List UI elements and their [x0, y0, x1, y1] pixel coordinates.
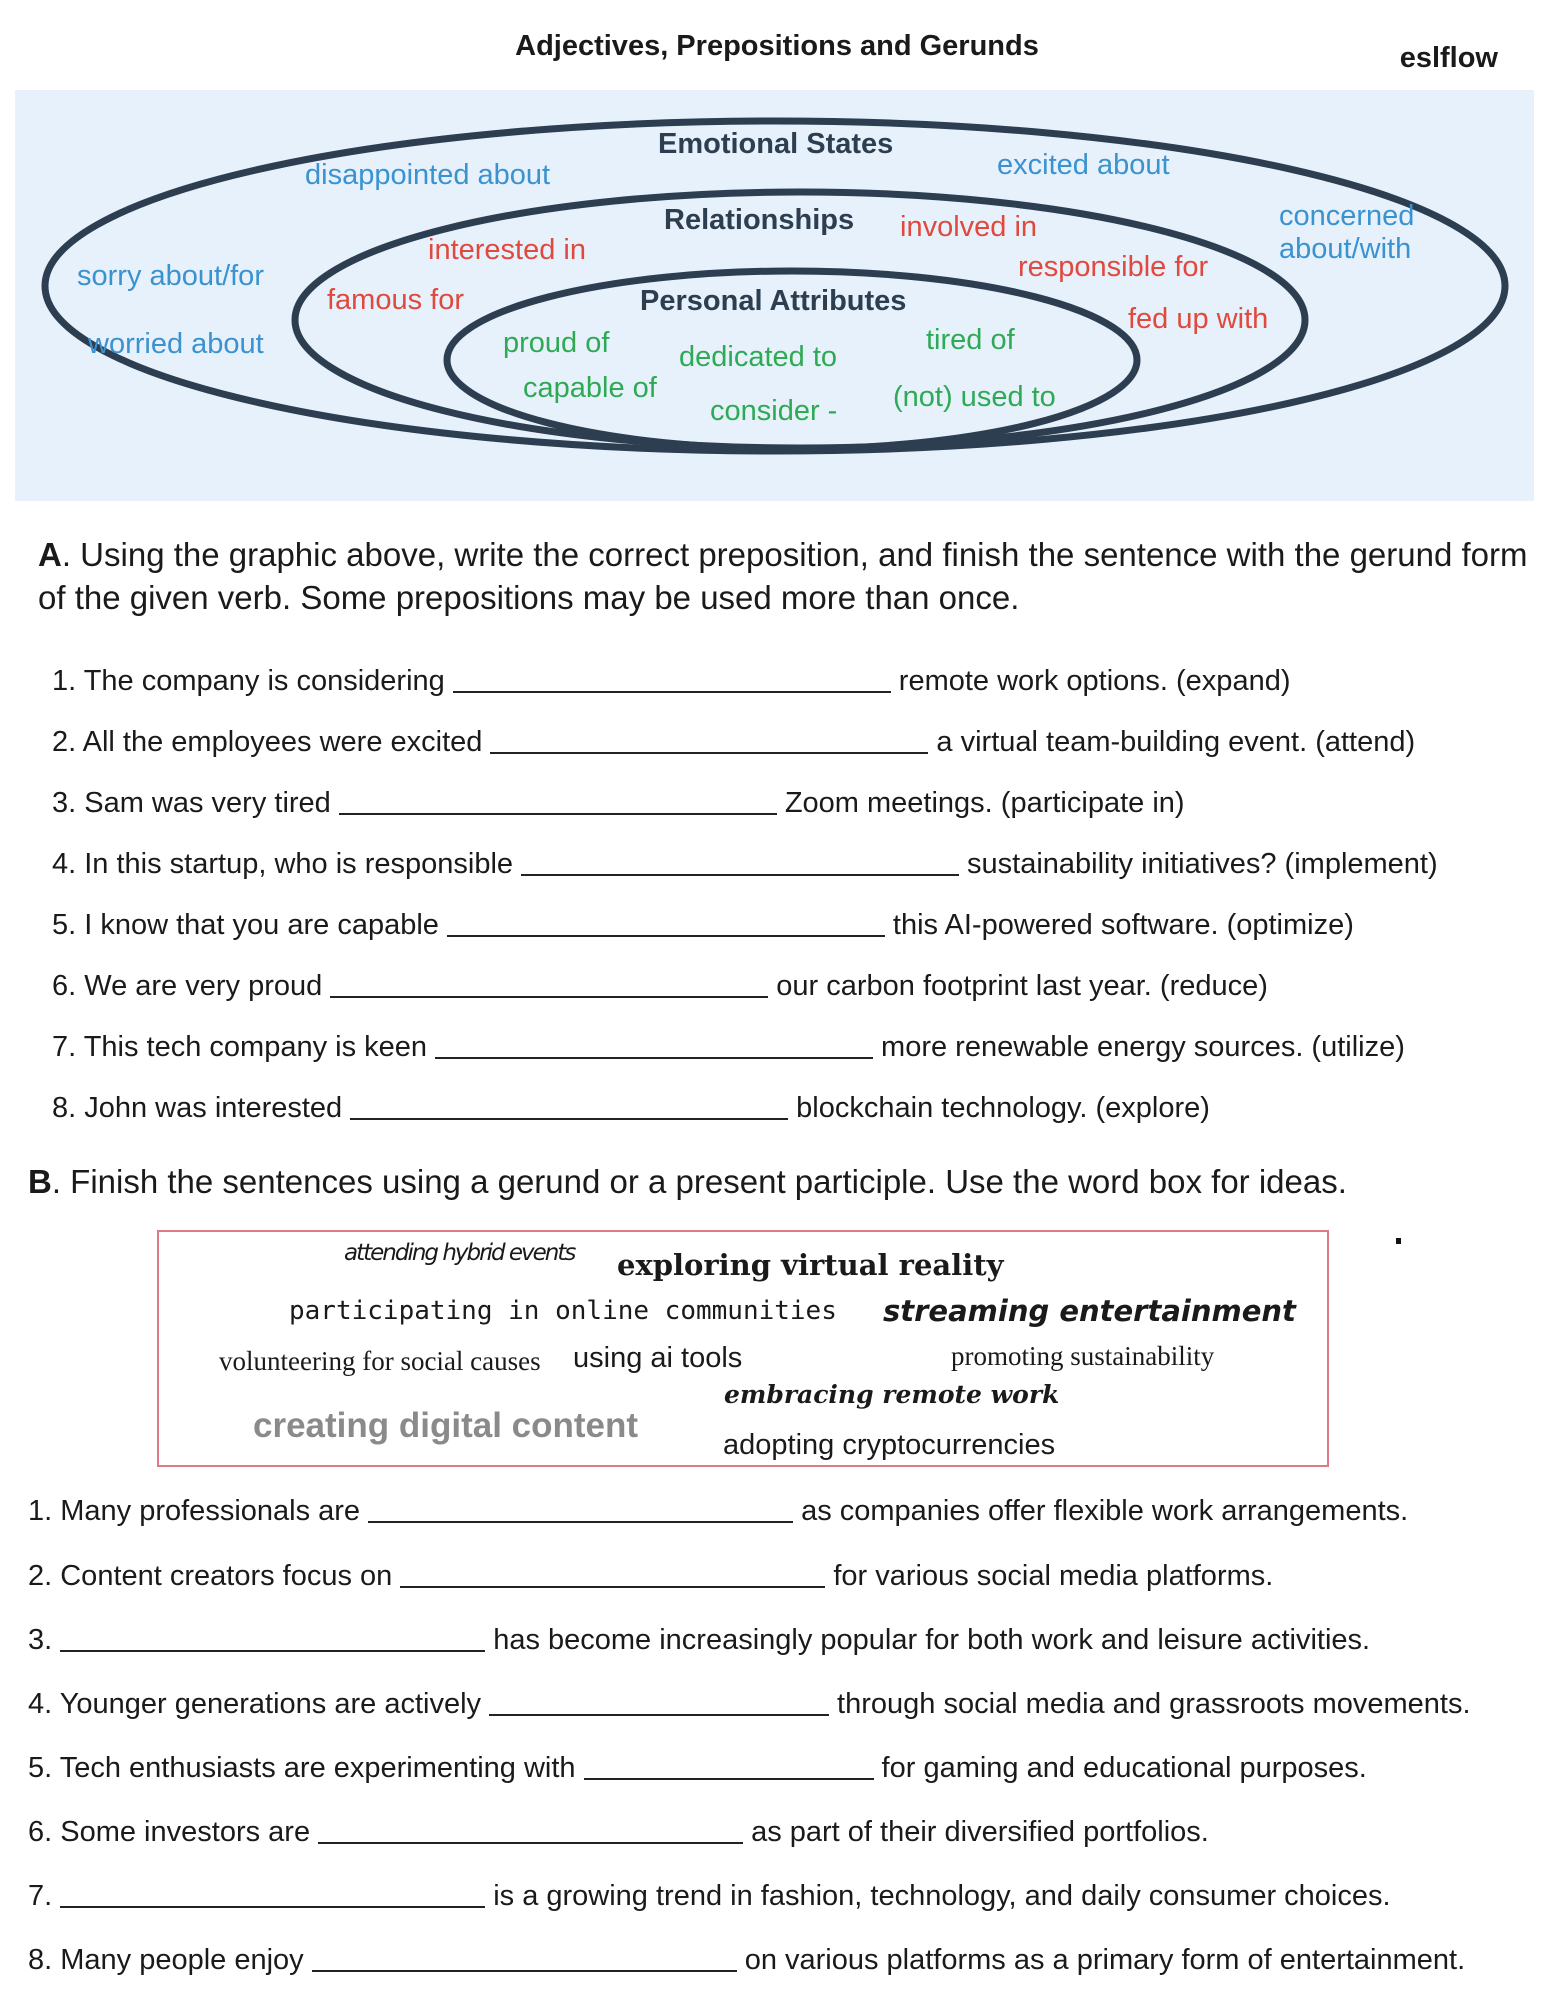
ring-label-personal-attributes: Personal Attributes	[640, 285, 907, 317]
section-b-instructions: B. Finish the sentences using a gerund or a present participle. Use the word box for ideas.	[28, 1163, 1347, 1200]
word-tired-of: tired of	[926, 324, 1015, 356]
section-a-question-3: 3. Sam was very tired Zoom meetings. (participate in)	[52, 787, 1185, 819]
word-fed-up-with: fed up with	[1128, 303, 1269, 335]
answer-blank[interactable]	[60, 1650, 485, 1652]
word-worried-about: worried about	[88, 328, 264, 360]
word-interested-in: interested in	[428, 234, 586, 266]
section-a-instructions-line2: of the given verb. Some prepositions may be used more than once.	[38, 579, 1020, 616]
word-involved-in: involved in	[900, 211, 1038, 243]
answer-blank[interactable]	[435, 1057, 873, 1059]
worksheet-title: Adjectives, Prepositions and Gerunds	[515, 30, 1039, 62]
section-b-question-4: 4. Younger generations are actively through social media and grassroots movements.	[28, 1688, 1471, 1720]
answer-blank[interactable]	[339, 813, 777, 815]
word-box-item: using ai tools	[573, 1342, 743, 1374]
word-excited-about: excited about	[997, 149, 1170, 181]
section-b-question-2: 2. Content creators focus on for various social media platforms.	[28, 1560, 1274, 1592]
section-a-question-6: 6. We are very proud our carbon footprint last year. (reduce)	[52, 970, 1268, 1002]
section-b-question-3: 3. has become increasingly popular for both work and leisure activities.	[28, 1624, 1371, 1656]
word-box-item: participating in online communities	[289, 1296, 837, 1326]
word-box-item: volunteering for social causes	[219, 1346, 541, 1376]
word-consider: consider -	[710, 395, 838, 427]
section-a-letter: A	[38, 536, 62, 573]
word-capable-of: capable of	[523, 372, 657, 404]
answer-blank[interactable]	[453, 691, 891, 693]
answer-blank[interactable]	[330, 996, 768, 998]
ring-label-relationships: Relationships	[664, 204, 855, 236]
brand-logo-text: eslflow	[1399, 42, 1498, 74]
section-b-question-6: 6. Some investors are as part of their diversified portfolios.	[28, 1816, 1209, 1848]
section-b-question-1: 1. Many professionals are as companies offer flexible work arrangements.	[28, 1495, 1409, 1527]
section-a-question-4: 4. In this startup, who is responsible sustainability initiatives? (implement)	[52, 848, 1438, 880]
answer-blank[interactable]	[60, 1906, 485, 1908]
answer-blank[interactable]	[521, 874, 959, 876]
word-box	[157, 1230, 1329, 1467]
section-a-instructions-line1: A. Using the graphic above, write the correct preposition, and finish the sentence with the gerund form	[38, 536, 1528, 573]
answer-blank[interactable]	[350, 1118, 788, 1120]
word-about-with: about/with	[1279, 233, 1412, 265]
section-a-question-5: 5. I know that you are capable this AI-powered software. (optimize)	[52, 909, 1354, 941]
ring-label-emotional-states: Emotional States	[658, 128, 894, 160]
answer-blank[interactable]	[447, 935, 885, 937]
word-box-item: promoting sustainability	[951, 1341, 1215, 1371]
word-proud-of: proud of	[503, 327, 610, 359]
answer-blank[interactable]	[489, 1714, 829, 1716]
stray-dot	[1396, 1238, 1401, 1244]
section-a-question-7: 7. This tech company is keen more renewable energy sources. (utilize)	[52, 1031, 1405, 1063]
word-famous-for: famous for	[327, 284, 464, 316]
section-b-letter: B	[28, 1163, 52, 1200]
word-disappointed-about: disappointed about	[305, 159, 551, 191]
word-box-item: creating digital content	[253, 1406, 639, 1445]
section-b-question-5: 5. Tech enthusiasts are experimenting with for gaming and educational purposes.	[28, 1752, 1367, 1784]
section-a-question-1: 1. The company is considering remote work options. (expand)	[52, 665, 1291, 697]
word-dedicated-to: dedicated to	[679, 341, 838, 373]
word-box-item: embracing remote work	[724, 1380, 1060, 1409]
answer-blank[interactable]	[312, 1970, 737, 1972]
nested-ellipse-diagram	[15, 90, 1534, 501]
word-concerned: concerned	[1279, 200, 1415, 232]
word-not-used-to: (not) used to	[893, 381, 1056, 413]
answer-blank[interactable]	[368, 1521, 793, 1523]
word-sorry-about-for: sorry about/for	[77, 260, 264, 292]
answer-blank[interactable]	[400, 1586, 825, 1588]
section-a-question-2: 2. All the employees were excited a virtual team-building event. (attend)	[52, 726, 1416, 758]
section-b-question-7: 7. is a growing trend in fashion, technology, and daily consumer choices.	[28, 1880, 1391, 1912]
answer-blank[interactable]	[318, 1842, 743, 1844]
word-box-item: attending hybrid events	[344, 1240, 575, 1266]
section-a-question-8: 8. John was interested blockchain technology. (explore)	[52, 1092, 1210, 1124]
word-box-item: streaming entertainment	[883, 1294, 1296, 1328]
answer-blank[interactable]	[584, 1778, 874, 1780]
answer-blank[interactable]	[490, 752, 928, 754]
word-responsible-for: responsible for	[1018, 251, 1209, 283]
section-b-question-8: 8. Many people enjoy on various platforms as a primary form of entertainment.	[28, 1944, 1466, 1976]
word-box-item: adopting cryptocurrencies	[723, 1429, 1056, 1461]
word-box-item: exploring virtual reality	[617, 1248, 1004, 1282]
